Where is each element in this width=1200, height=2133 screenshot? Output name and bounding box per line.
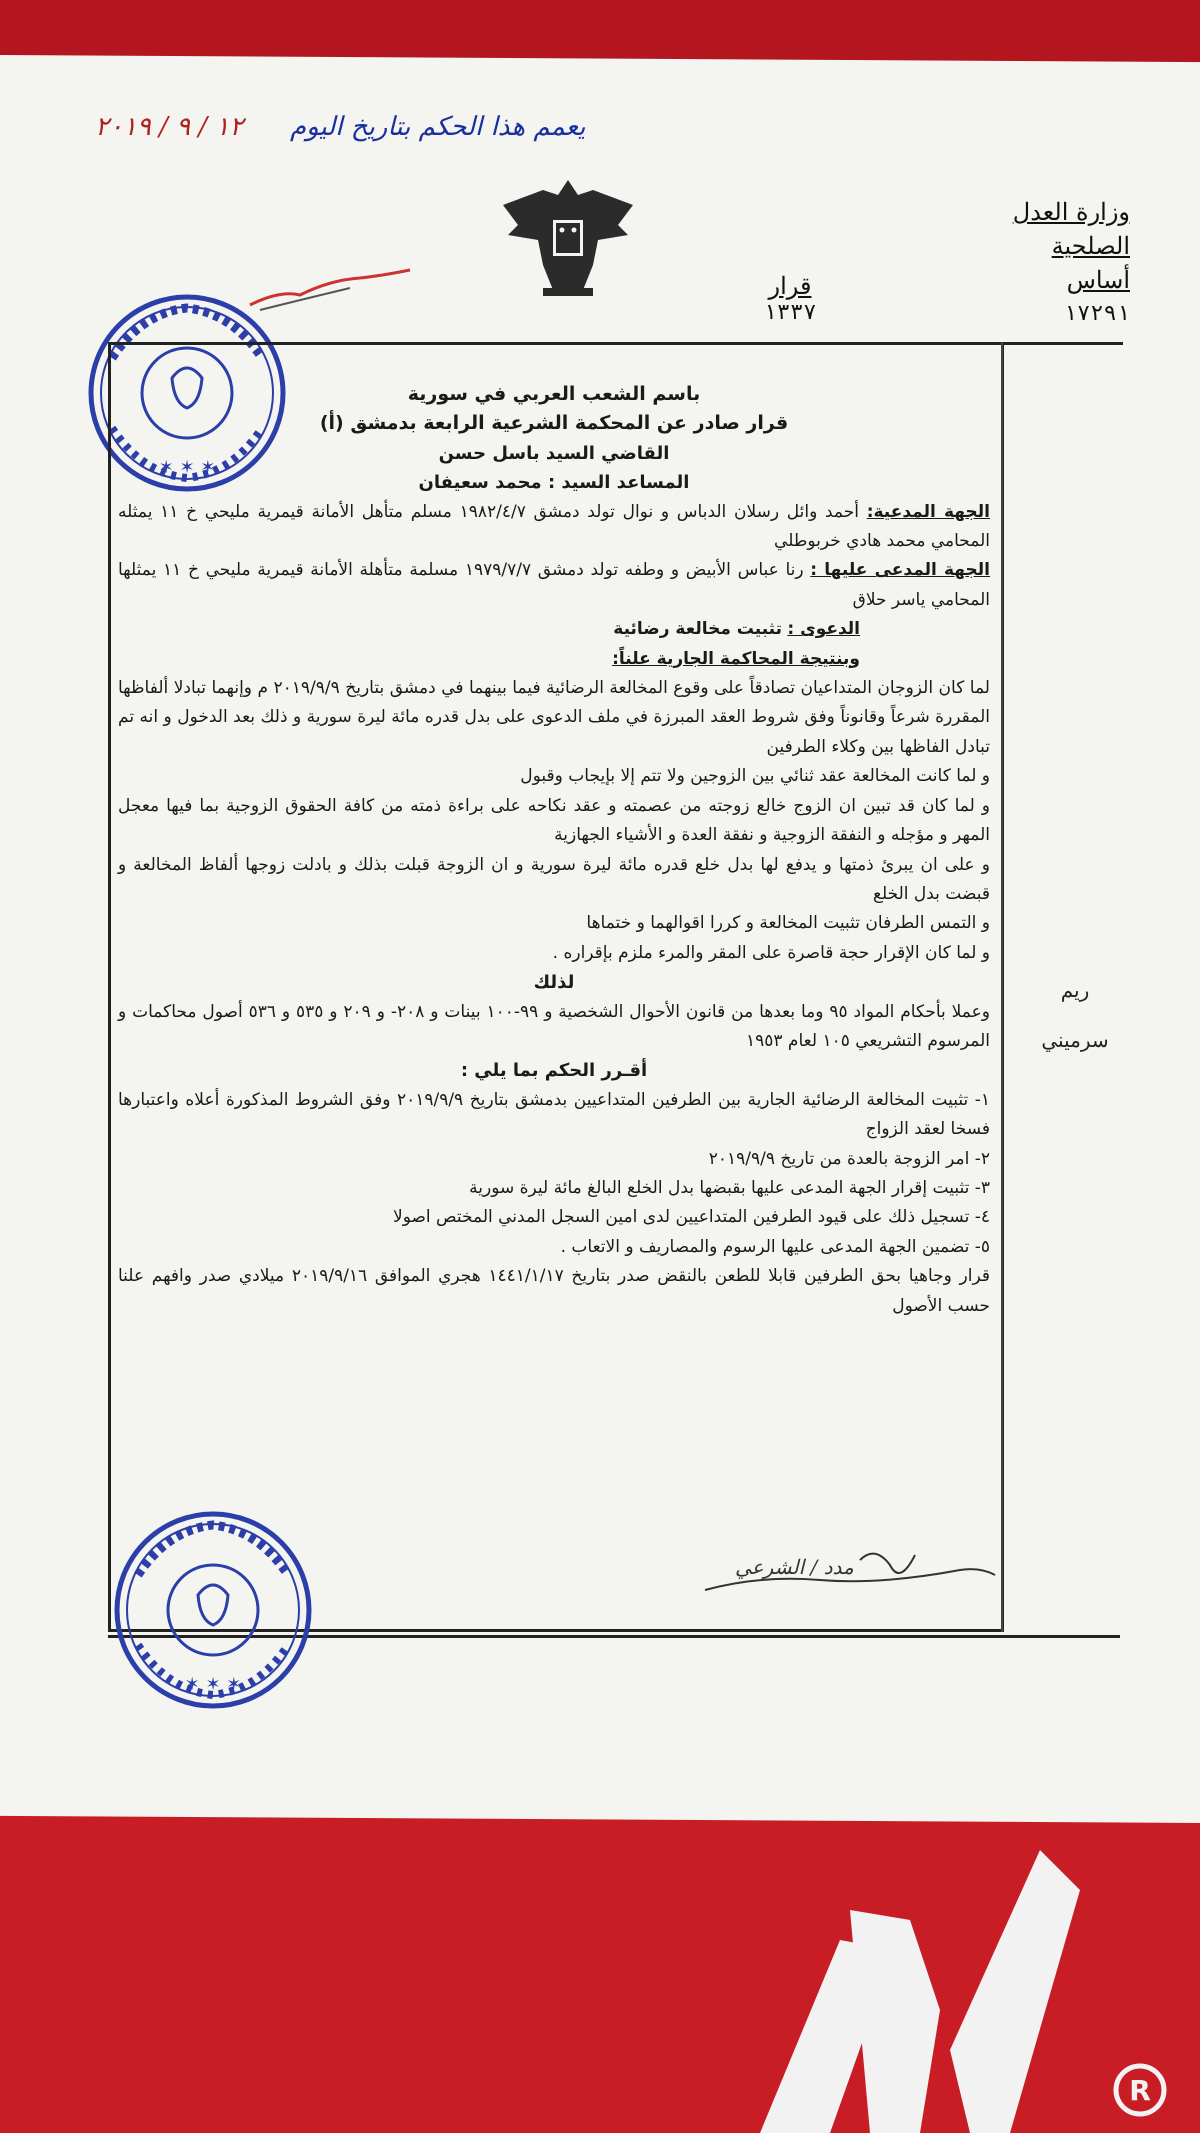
ministry-line: وزارة العدل bbox=[1012, 198, 1130, 226]
margin-note bbox=[1030, 965, 1120, 1065]
defendant-text: رنا عباس الأبيض و وطفه تولد دمشق ١٩٧٩/٧/٧ مسلمة متأهلة الأمانة قيمرية مليحي خ ١١ يمثلها المحامي ياسر حلاق bbox=[118, 560, 990, 610]
svg-text:✶ ✶ ✶: ✶ ✶ ✶ bbox=[158, 457, 216, 478]
ruling-item: ٤- تسجيل ذلك على قيود الطرفين المتداعيين لدى امين السجل المدني المختص اصولا bbox=[393, 1207, 990, 1228]
reason-paragraph: و لما كان قد تبين ان الزوج خالع زوجته من عصمته و عقد نكاحه على براءة ذمته من كافة الحقوق الزوجية بما فيها معجل المهر و مؤجله و النفقة الزوجية و نفقة العدة و الأشياء الجهازية bbox=[118, 795, 990, 846]
signature-scribble bbox=[700, 1540, 1000, 1610]
ruling-item: ٥- تضمين الجهة المدعى عليها الرسوم والمصاريف و الاتعاب . bbox=[560, 1236, 990, 1257]
assistant-line: المساعد السيد : محمد سعيفان bbox=[418, 472, 690, 494]
ruling-item: ٢- امر الزوجة بالعدة من تاريخ ٢٠١٩/٩/٩ bbox=[708, 1148, 990, 1169]
ruling-item: ٣- تثبيت إقرار الجهة المدعى عليها بقبضها بدل الخلع البالغ مائة ليرة سورية bbox=[469, 1177, 990, 1198]
ministry-line: أساس bbox=[1066, 266, 1130, 294]
ministry-line: الصلحية bbox=[1051, 232, 1130, 260]
basis-number: ١٧٢٩١ bbox=[1063, 301, 1130, 326]
decision-label: قرار bbox=[768, 272, 812, 300]
case-paragraph bbox=[118, 615, 990, 644]
court-stamp-bottom bbox=[108, 1505, 318, 1715]
decision-header bbox=[740, 272, 840, 325]
defendant-label: الجهة المدعى عليها : bbox=[810, 560, 990, 581]
judge-line: القاضي السيد باسل حسن bbox=[438, 442, 670, 464]
syrian-eagle-emblem-icon bbox=[498, 170, 638, 300]
court-line-1: باسم الشعب العربي في سورية bbox=[407, 383, 701, 405]
plaintiff-label: الجهة المدعية: bbox=[866, 501, 990, 522]
reason-paragraph: و على ان يبرئ ذمتها و يدفع لها بدل خلع قدره مائة ليرة سورية و ان الزوجة قبلت بذلك و بادلت زوجها ألفاظ المخالعة و قبضت بدل الخلع bbox=[118, 854, 990, 904]
registered-mark-icon bbox=[1110, 2060, 1170, 2120]
closing-paragraph: قرار وجاهيا بحق الطرفين قابلا للطعن بالنقض صدر بتاريخ ١٤٤١/١/١٧ هجري الموافق ٢٠١٩/٩/١٦ ميلادي صدر وافهم علنا حسب الأصول bbox=[118, 1266, 990, 1316]
margin-note-line: سرميني bbox=[1041, 1028, 1109, 1052]
decision-number: ١٣٣٧ bbox=[763, 300, 817, 325]
margin-divider bbox=[1001, 342, 1003, 1632]
case-text: تثبيت مخالعة رضائية bbox=[613, 619, 782, 640]
plaintiff-text: أحمد وائل رسلان الدباس و نوال تولد دمشق ١٩٨٢/٤/٧ مسلم متأهل الأمانة قيمرية مليحي خ ١١ يمثله المحامي محمد هادي خربوطلي bbox=[118, 501, 990, 552]
svg-text:✶ ✶ ✶: ✶ ✶ ✶ bbox=[184, 1674, 242, 1695]
court-line-2: قرار صادر عن المحكمة الشرعية الرابعة بدمشق (أ) bbox=[319, 412, 789, 435]
reason-paragraph: لما كان الزوجان المتداعيان تصادقاً على وقوع المخالعة الرضائية فيما بينهما في دمشق بتاريخ ٢٠١٩/٩/٩ م وإنهما تبادلا ألفاظها المقررة شرعاً وقانوناً وفق شروط العقد المبرزة في ملف الدعوى على بدل قدره مائة ليرة سورية و ذلك بعد الدخول و انه تم تبادل الفاظها بين وكلاء الطرفين bbox=[118, 678, 990, 757]
ministry-header bbox=[990, 195, 1130, 331]
result-heading: وبنتيجة المحاكمة الجارية علناً: bbox=[612, 648, 860, 669]
handwritten-date-red: ١٢ / ٩ / ٢٠١٩ bbox=[95, 112, 244, 142]
decision-body bbox=[118, 380, 990, 1321]
ruling-heading: أقـرر الحكم بما يلي : bbox=[460, 1060, 648, 1082]
reason-paragraph: و لما كانت المخالعة عقد ثنائي بين الزوجين ولا تتم إلا بإيجاب وقبول bbox=[520, 766, 990, 787]
red-ink-scribble bbox=[240, 250, 420, 320]
reason-paragraph: و التمس الطرفان تثبيت المخالعة و كررا اقوالهما و ختماها bbox=[586, 913, 990, 934]
ruling-item: ١- تثبيت المخالعة الرضائية الجارية بين الطرفين المتداعيين بدمشق بتاريخ ٢٠١٩/٩/٩ وفق الشروط المذكورة أعلاه واعتبارها فسخا لعقد الزواج bbox=[118, 1089, 990, 1140]
signature-text: مدد / الشرعي bbox=[735, 1555, 854, 1579]
defendant-paragraph bbox=[118, 556, 990, 615]
reason-paragraph: و لما كان الإقرار حجة قاصرة على المقر والمرء ملزم بإقراره . bbox=[552, 942, 990, 963]
case-label: الدعوى : bbox=[787, 619, 860, 640]
plaintiff-paragraph bbox=[118, 498, 990, 557]
handwritten-note-blue: يعمم هذا الحكم بتاريخ اليوم bbox=[290, 112, 586, 142]
therefore-heading: لذلك bbox=[533, 972, 575, 994]
jersey-print-graphic bbox=[720, 1850, 1140, 2133]
svg-text:R: R bbox=[1129, 2074, 1151, 2107]
legal-basis-paragraph: وعملا بأحكام المواد ٩٥ وما بعدها من قانون الأحوال الشخصية و ٩٩-١٠٠ بينات و ٢٠٨- و ٢٠٩ و ٥٣٥ و ٥٣٦ أصول محاكمات و المرسوم التشريعي ١٠٥ لعام ١٩٥٣ bbox=[118, 1001, 990, 1051]
margin-note-line: ريم bbox=[1060, 978, 1090, 1002]
